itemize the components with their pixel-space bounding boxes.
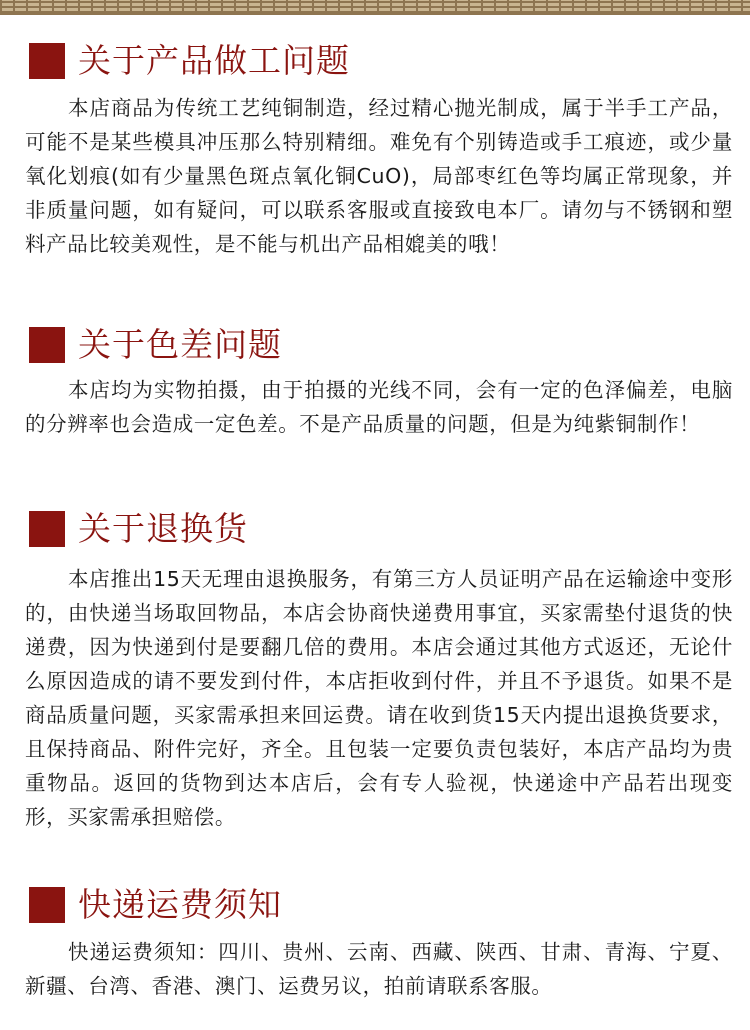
section-title: 关于产品做工问题 xyxy=(78,41,350,80)
section-title: 关于色差问题 xyxy=(78,325,282,364)
section-body: 本店均为实物拍摄，由于拍摄的光线不同，会有一定的色泽偏差，电脑的分辨率也会造成一定色差。不是产品质量的问题，但是为纯紫铜制作！ xyxy=(25,378,733,436)
section-heading xyxy=(29,43,350,79)
heading-square-icon xyxy=(29,327,65,363)
section-body: 本店商品为传统工艺纯铜制造，经过精心抛光制成，属于半手工产品，可能不是某些模具冲压那么特别精细。难免有个别铸造或手工痕迹，或少量氧化划痕(如有少量黑色斑点氧化铜CuO)，局部枣红色等均属正常现象，并非质量问题，如有疑问，可以联系客服或直接致电本厂。请勿与不锈钢和塑料产品比较美观性，是不能与机出产品相媲美的哦！ xyxy=(25,96,733,256)
section-title: 快递运费须知 xyxy=(78,885,282,924)
decorative-top-border xyxy=(0,0,750,15)
section-heading xyxy=(29,327,282,363)
section-heading xyxy=(29,887,282,923)
section-body: 快递运费须知：四川、贵州、云南、西藏、陕西、甘肃、青海、宁夏、新疆、台湾、香港、澳门、运费另议，拍前请联系客服。 xyxy=(25,940,733,998)
section-title: 关于退换货 xyxy=(78,509,248,548)
heading-square-icon xyxy=(29,43,65,79)
section-body: 本店推出15天无理由退换服务，有第三方人员证明产品在运输途中变形的，由快递当场取回物品，本店会协商快递费用事宜，买家需垫付退货的快递费，因为快递到付是要翻几倍的费用。本店会通过其他方式返还，无论什么原因造成的请不要发到付件，本店拒收到付件，并且不予退货。如果不是商品质量问题，买家需承担来回运费。请在收到货15天内提出退换货要求，且保持商品、附件完好，齐全。且包装一定要负责包装好，本店产品均为贵重物品。返回的货物到达本店后，会有专人验视，快递途中产品若出现变形，买家需承担赔偿。 xyxy=(25,567,733,829)
heading-square-icon xyxy=(29,511,65,547)
section-heading xyxy=(29,511,248,547)
heading-square-icon xyxy=(29,887,65,923)
